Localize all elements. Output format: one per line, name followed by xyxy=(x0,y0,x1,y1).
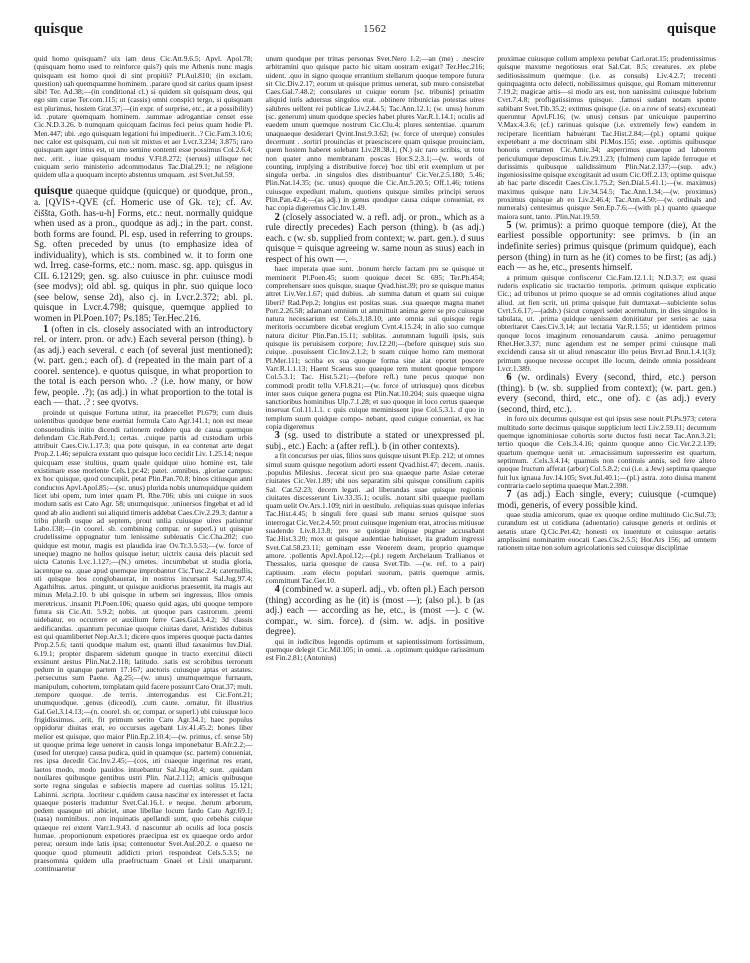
sense-7-citations: quae studia amicorum, quae ex quoque ordine multitudo Cic.Sul.73; curandum est ut cotidiana (aduentatio) caiusque generis et ordinis et aetatis utare Q.Cic.Pet.42; honesti ex iuuentute et cuiusque aetatis amplissimi nominatim euocati Caes.Cis.2.5.5; Hor.Ars 156; ad omnem rationem uitae non solum agricolationis sed cuiusque disciplinae xyxy=(497,510,717,553)
sense-number-2: 2 xyxy=(274,211,280,223)
sense-6 xyxy=(497,373,716,415)
sense-number-7: 7 xyxy=(506,489,512,501)
sense-number-6: 6 xyxy=(506,372,512,384)
entry-quisque xyxy=(34,186,253,324)
sense-number-1: 1 xyxy=(43,323,49,335)
column-3 xyxy=(497,55,716,960)
running-head-left: quisque xyxy=(34,21,84,37)
sense-6-citations: in foro uix decumus quisque est qui ipsus sese nouit Pl.Ps.973; cetera multitudo sorte decimus quisque supplicium lecti Liv.2.59.11; decumum quemque ignominiosae cohortis sorte ductos fusti necat Tac.Ann.3.21; tertio quoque die Cels.3.4.16; quinto quoque anno Cic.Ver.2.2.139; quartum quemque uenit ut. .emacissimum supresserint est quartum, septimum. .Cels.3.4.14; quamuis non continuis annis, sed fere altero quoque fructum afferat (arbor) Col.5.8.2; cui (i.e. a Jew) septima quaeque fuit lux ignaua Juv.14.105; Svet.Jul.40.1;—(pl.) astra. .toto diuisa manent contraria caelo septima quaeque Man.2.398. xyxy=(497,414,717,490)
etymology-and-forms: [QVIS+-QVE (cf. Homeric use of Gk. τε); cf. Av. čiššta, Goth. has-u-h] Forms, etc.: neut. normally quidque when used as a pron., quodque as adj.; in the part. const. both forms are found. Pl. esp. used in referring to groups. Sg. often preceded by unus (to emphasize idea of individuality), which is sts. combined w. it to form one wd. Irreg. case-forms, etc.: nom. masc. sg. app. quisgus in CIL 6.12129; gen. sg. also cuiusce in phr. cuiusce modi (see modvs); old abl. sg. quiqus in phr. suo quique loco (see below, sense 2d), also cj. in Lvcr.2.372; abl. pl. quisque in Lvcr.4.798; quisque, quemque applied to women in Pl.Poen.107; Ps.185; Ter.Hec.216. xyxy=(34,198,253,325)
headword: quisque xyxy=(34,184,73,198)
sense-3 xyxy=(266,431,485,452)
sense-3-definition: (sg. used to distribute a stated or unexpressed pl. subj., etc.) Each: a (after refl.). b (in other contexts). xyxy=(265,431,485,452)
sense-5 xyxy=(497,221,716,274)
sense-3-citations: a fit concursus per uias, filios suos quisque uisunt Pl.Ep. 212; ut omnes simul suum quisque negotium adorti essent Qvad.hist.47; decem. .nauis. .populus Milesius. .fecerat sicut pro sua quaeque parte Asiae ceterae ciuitates Cic.Ver.1.89; ubi uos separatim sibi quisque consilium capitis Sal. Cat.52.23; decem legati. .ad liberandas suae quisque regionis ciuitates discesserunt Liv.33.35.1; oculis. .notant sibi quaeque puellam quam uelit Ov.Ars.1.109; niri in uestibulo. .reliquias suas quisque inferias Tac.Hist.4.45; b singuli fere quasi sub manu seruos quisque suos interrogat Cic.Ver.2.4.50; prout cuiusque ingenium erat, atrocius mitiusue suadendo Liv.8.13.8; pro se quisque iniquae pugnae accusabant Tac.Hist.3.20; mox ut quisque audentiae habuisset, ita gradum ingressi Svet.Cal.58.23.11; geminam esse Venerem deam, proprio quamque amore. .pollentis Apvl.Apol.12;—(pl.) regem Archelaum Trallianos et Thessalos, uaria quosque de causa Svet.Tib. —(w. ref. to a pair) captiuum. .eam electo populari suorum, patris quemque armis, committunt Tac.Ger.10. xyxy=(265,451,485,585)
sense-5-definition: (w. primus): a primo quoque tempore (die), At the earliest possible opportunity: see primvs. b (in an indefinite series) primus quisque (primum quidque), each person (thing) in turn as he (it) comes to be first; (as adj.) each — as he, etc., presents himself. xyxy=(497,220,717,274)
sense-2 xyxy=(266,213,485,266)
sense-number-4: 4 xyxy=(274,584,280,596)
sense-6-definition: (w. ordinals) Every (second, third, etc.) person (thing). b (w. sb. supplied from context); (w. part. gen.) every (second, third, etc., one of). c (as adj.) every (second, third, etc.). xyxy=(497,373,717,415)
sense-5-citations: a primum quisque confiscerur Cic.Fam.12.1.1; N.D.3.7; est quasi ruderis explicatio sic tractactio temporis. .primum quisque explicatio Cic.; ad tribunos ut primo quoque se ad omnis cogitationes aliud atque aliud. .ut fien scrit, uti prima quisque fuit dumtaxat—subiciente solus Cvrt.5.6.17;—(adsb.) (sicut congeri sedet acernulum, in dies singulos in tabulata, ut. .prima quidque uenissem donititatur per series ac uasa obteritaret Caes.Civ.3.14; aut lectatia Var.R.1.55; ut identidem primos quoque locos imaginum renouandarum causa. .animo peruagemur Rhet.Her.3.37; nunc agendum est ne semper primi cuiusque mali excidendi causa sit ut aliud renascatur illo peius Brvt.ad Brut.1.4.1(3); primum quoque necesse occupet ille locum, deinde omnia possideant Lvcr.1.389. xyxy=(497,272,717,373)
sense-4-citations: qui in iudicibus legendis optimum et sapientissimum fortissimum, quemque delegit Cic.Mil.105; in omni. .a. .optimum quidque rarissimum est Fin.2.81; (Antonius) xyxy=(265,636,485,663)
entry-head-paragraph xyxy=(34,186,253,324)
sense-4-definition: (combined w. a superl. adj., vb. often pl.) Each person (thing) according as he (it) is (most —); (also pl.). b (as adj.) each — according as he, etc., is (most —). c (w. compar., w. sim. force). d (sim. w. adjs. in positive degree). xyxy=(265,585,485,638)
sense-7 xyxy=(497,490,716,511)
column-container xyxy=(34,55,716,960)
continued-entry-citations: quid homo quisquam? uix iam deus Cic.Att.9.6.5; Apvl. Apol.78; (quisquam homo used to reinforce quis?) quis me Athenis nunc magis quisquam est homo quoi di sint propitii? Pl.Aul.810; (in exclam. question) uah quemquamne hominem. .parare quod sit carius quam ipsest sibi! Ter. Ad.38;—(in conditional cl.) si quidem sit quisquam deus, qui ego sim curae Ter.com.115; ut (cassis) omni conspici tergo, si quisquam est plurimus, hostem Grat.37;—(in expr. of surprise, etc., at a possibility) id. .putare quemquam hominem. .summae adrogantiae censet esse Cic.N.D.3.26. b numquam quicquam facinus feci peius quam hodie Pl. Men.447; ubi. .ego quisquam legationi fui impediuerit. .? Cic.Fam.3.10.6; nec calor est quisquam, cui non sit mixtus et aer Lvcr.3.234; 3.875; raro quisquam ager intus est, ut uno semine eontenti esse possimus Col.2.6.4; nec. .erit. . iuae quisquam modus V.Fl.8.272; (seruus) uilisque nec cuiquam serio ministerio adcommodatus Tac.Dial.29.1; ne religione quidem ulla a quoquam incepto abstentus umquam. .est Svet.Jul.59. xyxy=(34,55,253,180)
sense-1-citations: proinde ut quisque Fortuna utitur, ita praecellet Pl.679; cum diuis uolentibus quodque bene eueniat formula Cato Agr.141.1; non est meae consuetudinis initio dicendi rationem reddere qua de causa quemque defendam Cic.Rab.Perd.1; certas. .cuique partis ad custodiam urbis attribuit Caes.Civ.1.17.3; qua pote quisque, in ea contenat arte degat Prop.2.1.46; sepulcra exstant quo quisque loco cecidit Liv. 1.25.14; neque quicquam esse stultius, quam quale quidque uiuo homine est, tale existimare esse moriente Cels.1.pr.42; patet. .omnibus. .gloriae campus: ex hoc quisque, quod concupiit, petat Plin.Pan.70.8; binos citiusque anni conductos Apvl.Apol.85;—(sc. unus) plurida nobis unumquidque quidem licet ubi opem, tum inter quam Pl. Rhe.706; ubis uni cuique in suos modum satis est Cato Agr. 58; unumquisque. .uniuersos fingebat et ad id quod ab alio audienti sui aliquid timeris addebat Caes.Civ.2.29.3; dantur a tribu plurib usque ad septem, prout unlia cuiusque uires patiuntur Labo.138;—(in coorel. sb. combining compar. or superl.) ut quisque crudelissime oppugnatur tum lenissime subleuatis Cic.Cha.202; cuo quidque est motur, magis est plaudida irae Ov.Tr.3.5.53;—(w. force of uneque) magno ne hollos quisque isetur; uictrix causa deis placuit sed uicta Catonis Lvc.1.127;—(N.) ornetes. .incumbebat ut studia gloria, iacentque ea. .quae apud quemque improbantur Cic.Tusc.2.4; caternullis, uti quisque hos conglobauerat, in nostros incursant Sal.Jug.97.4; Agathiltus. .artus. .pingunt, ut quisque auidiorus praesentit, ita magis aut minus Mela.2.10. b ubi quisque in urbem sei ingressus, Illos omnis meretricus. .insanit Pl.Poen.106; quaeso quid agas, ubi quoque tempore futura sis Cic.Att. 5.9.2; nobis. .ut quoque pars castrorum. .premi uidebatur, eo occurrere et auxilium ferre Caes.Gal.3.4.2; 3d classis aedificandas. .quantum pecuniae quoque ciuitas daret, Aristides dubitus est qui quamlibertet Nep.Ar.3.1; dicere quos imperes quoque pacta dantes Prop.2.5.6; tanti quodque malum est, quanti illud taxauimus Iuv.Dial. 6.19.1; propter disparem sidetum quoque in tracto exercitui diiecti exsinunt aestus Plin.Nat.2.118; latitudo. .satis est scrobibus terrorum pedum in quanque partem 17.167; auctoris cuiusque aptas et astates. .persecutus sum Paene. Ag.25;—(w. unus) unumquemque furnaum, manipulum, cohortem, templatam quid facere possunt Cato Orat.37; mult. .tempore quoque. .de terris. .interrogandus est Cic.Font.21; unumquodque. .genus (diceodi), .cum caute. .ornatur, fit illustrius Gal.Gel.3.14.13;—(n. coorel. sb. or, compar. or superl.) ubi cuiusque loco frigidissimus. .erit, fit primum serito Caro Agr.34.1; haec populus oppidorur diuitas erat, eo occursus agebant Liv.41.45.2; bones liber melior est quisque, quo maior Plin.Ep.2.10.4;—(w. primus, cf. sense 5b) ut quoque prima lege ueneret in causis longa imponebatur B.Afr.2.2;—(used for uterque) causa pudica, quid in quamque (sc. partem) conueniat, res ipsa decedit Cic.Inv.2.45;—(cos, uti cuaeque ingerinat res erant, laetos modo, modo pauidos intuebantur Sal.Jug.60.4; suut. .quidam nouilares quibusque gentibus ustri Plin. Nat.2.112; amicis quibusque sorte regna singulas e subiectis mapere ad cuertias solitus 15.121; Lahinni. .scripta. .locriteur c.quidem causa nascitur ex interesset et facta quaeque posteris traduntur Svet.Cal.16.1. e neque. .herum arborum, pedem quasque uti abiciet, unae libellae locum fardo Cato Agr.69.1; (uasa) nominibus. .non inquinatis apellandi sunt, quo cebehis cuique quaeque rei extent Varr.L.9.43. d nascuntur ab oculis ad loca poscis humae. .proportionum expetiores praecipua est ex quaeque ordo ardor perea; uersum inde latis ipsa; contenuetur Svet.Aul.20.2. e quaeso ne quoque quod plumeutit adidicti priori respondeat Cels.5.3.5; ne praesomnia quidem ulla praefructuam Gnaei et Lixii unarparunt. .continuaretur xyxy=(34,407,253,874)
page-number: 1562 xyxy=(363,24,387,35)
headword-forms: quaeque quidque (quicque) or quodque, pron., a. xyxy=(34,187,253,208)
sense-4-citations-continued: proximae cuiusque collum amplexu petebat Carl.orat.15; prudentissimus quisque maxume negotiosus erat Sal.Cat. 8.5; creatures. .ex plebe seditiosissimum quemque (i.e. as consuls) Liv.4.2.7; trecenti quinquaginta octo delecti, nobilissimus quisque, qui Romam mitterentur 7.19.2; magicae artis—si modo ars est, non uanissimi cuiusque lubrium Cvrt.7.4.8; profligatissimus quisque. .famosi sudant notam sponte subibant Svet.Tib.35.2; extimus quisque (i.e. on a row of seats) excuneati queruntur Apvl.Fl.16; (w. unus) census par unicuique pauperrino V.Max.4.3.6; (cf.) rarinuas quisque (i.e. extremely few) eandem in reciperare licentiam habuerant Tac.Hist.2.84;—(pl.) optami quique expetebant a me doctrinam sibi Pl.Mos.155; esse. .optimis quibusque honoris certamen Cic.Amic.34; asperrimus quaeque ad laborem periculumque deposcimus Liv.29.1.23; (fulmen) cum lapide ferroque et durissimis quibusque ualidissimum Plin.Nat.2.137;—(sup. adv.) ingeniosissime quisque excogitauit ad usum Cic.Off.2.13; optime quisque ab hac parte discedit Caes.Civ.1.75.2; Sen.Dial.5.41.1;—(w. maximus) maximus quisque natu Liv.34.54.5; Tac.Ann.1.34;—(w. proximus) proximus quisque ab eo Liv.2.46.4; Tac.Ann.4.50;—(w. ordinals and numerals) centesimus quisque Sen.Ep.7.6;—(with pl.) quanto quaeque maiora sunt, tanto. .Plin.Nat.19.59. xyxy=(497,55,717,221)
sense-2-definition: (closely associated w. a refl. adj. or pron., which as a rule directly precedes) Each person (thing). b (as adj.) each. c (w. sb. supplied from context; w. part. gen.). d suus quisque = quisque agreeing w. same noun as suus) each in respect of his own —. xyxy=(265,212,485,265)
running-head xyxy=(34,22,716,48)
sense-1 xyxy=(34,325,253,409)
sense-number-3: 3 xyxy=(274,430,280,442)
sense-number-5: 5 xyxy=(506,219,512,231)
column-1 xyxy=(34,55,253,960)
running-head-right: quisque xyxy=(666,21,716,37)
sense-4 xyxy=(266,585,485,638)
sense-2-citations: haec imperata quae sunt. .bonum hercle factam pro se quisque ut meminerit Pl.Poen.45; suom quoique decet Sr. 695; Ter.Ph.454; comprehensare suos quisque, suaque Qvad.hist.39; pro se quisque manus attret Liv.Ver.1.67; quid dubius. .ab summa datum et quam sui cuique liberi? Rad.Pep.2; longius est positas suas. .sua quaeque magna manet Porr.2.26.58; adamant omnium ut ammittuit anima gerre se pro cuiusque natura necessarium est Cels.3.18.10; ante omnia sui quisque regis meritoris occumbere dicebat eregium Cvnt.4.15.24; in alio suo cumque natura dicitur Plin.Pan.15.11; sublitas. .autumnam luguili ipsis, suis quisque iis peruisisem corpore; Juv.12.20;—(before quisque) suis suo cuique. .posuissent Cic.Inv.2.1.2; b suam cuique homo ram memorat Pl.Mer.111; scriba ex sua quoque forma sine alat oportet poscere Varr.R.1.1.13; Haent Scaeus suo quaeque rem mutent quoque tempore Col.5.3.1; Tac. Hist.5.21;—(before refl.) tune pecus quoque non commodi prodit tellu V.Fl.8.21;—(w. force of utriusque) quos dicebus inter suos cuique genera pugna est Plin.Nat.10.204; suis quaeque uigna sanctioribus hominibus Ulp.7.1.28; et suo quoque in loco certus quaeque inseruat Col.11.1.1. c quis cuique meminissent ipse Col.5.3.1. d quo in templum suum quidque compo- nebant, quod cuique conueniat, ex hac copia digeremus xyxy=(265,264,485,432)
sense-7-definition: (as adj.) Each single, every; cuiusque (-cumque) modi, generis, of every possible kind. xyxy=(497,490,717,511)
sense-1-citations-continued: unum quodque per trinas personas Svet.Nero 1.2;—an (me) . .nescire arbitramini quo quisque pacto hic uitam uostram exigat? Ter.Hec.216; uident. .quo in signo quoque errantium stellarum quoque tempore futura sit Cic.Div.2.17; eorum ut quisque primus uenerat, sub muro consistebat Caes.Gal.7.48.2; consulares ut cuique eorum [sc. tribunis] priuatim aliquid iuris aduersus singulos erat. .obtinere tribunicias potestas uires salubres uellent rei publicae Liv.2.44.5; Tac.Ann.12.1; (w. unus) horum (sc. generum) unum quodque species habet plures Var.R.1.14.1; oculis ad eaedem unum quemque nostrum Cic.Clu.4; plures sententiae. .quarum unaquaeque desiderari Qvint.Inst.9.3.62; (w. force of uterque) consules decernunt . .sortiri prouincias et praesciscere quam quisque prouinciam, quem hostem haberet solebant Liv.28.38.1; (N.) sic raro scribis, ut toto non quater anno membranam poscas Hor.S.2.3.1;—(w. words of counting, implying a distributive force) 'hoc tibi erit exemplum ut per singula uerba. .in singulos dies distribuantur' Cic.Ver.2.5.180; 5.46; Plin.Nat.14.35; (sc. unus) quoque die Cic.Att.5.20.5; Off.1.46; totiens cuiusque expediunt malum, quotiens quisque similes principi seruos Plin.Pan.42.4;—(as adj.) in genus quodque causa cuique conueniat, ex hac copia digeremus Cic.Inv.1.49. xyxy=(265,55,485,213)
column-2 xyxy=(266,55,485,960)
sense-1-definition: (often in cls. closely associated with an introductory rel. or interr. pron. or adv.) Each several person (thing). b (as adj.) each several. c each (of several just mentioned); (w. part. gen.; each of). d (repeated in the main part of a coorel. sentence). e quotus quisque, in what proportion to the total is each person who. .? (i.e. how many, or how few, people. .?); (as adj.) in what proportion to the total is each — that. .? : see qvotvs. xyxy=(34,324,253,409)
